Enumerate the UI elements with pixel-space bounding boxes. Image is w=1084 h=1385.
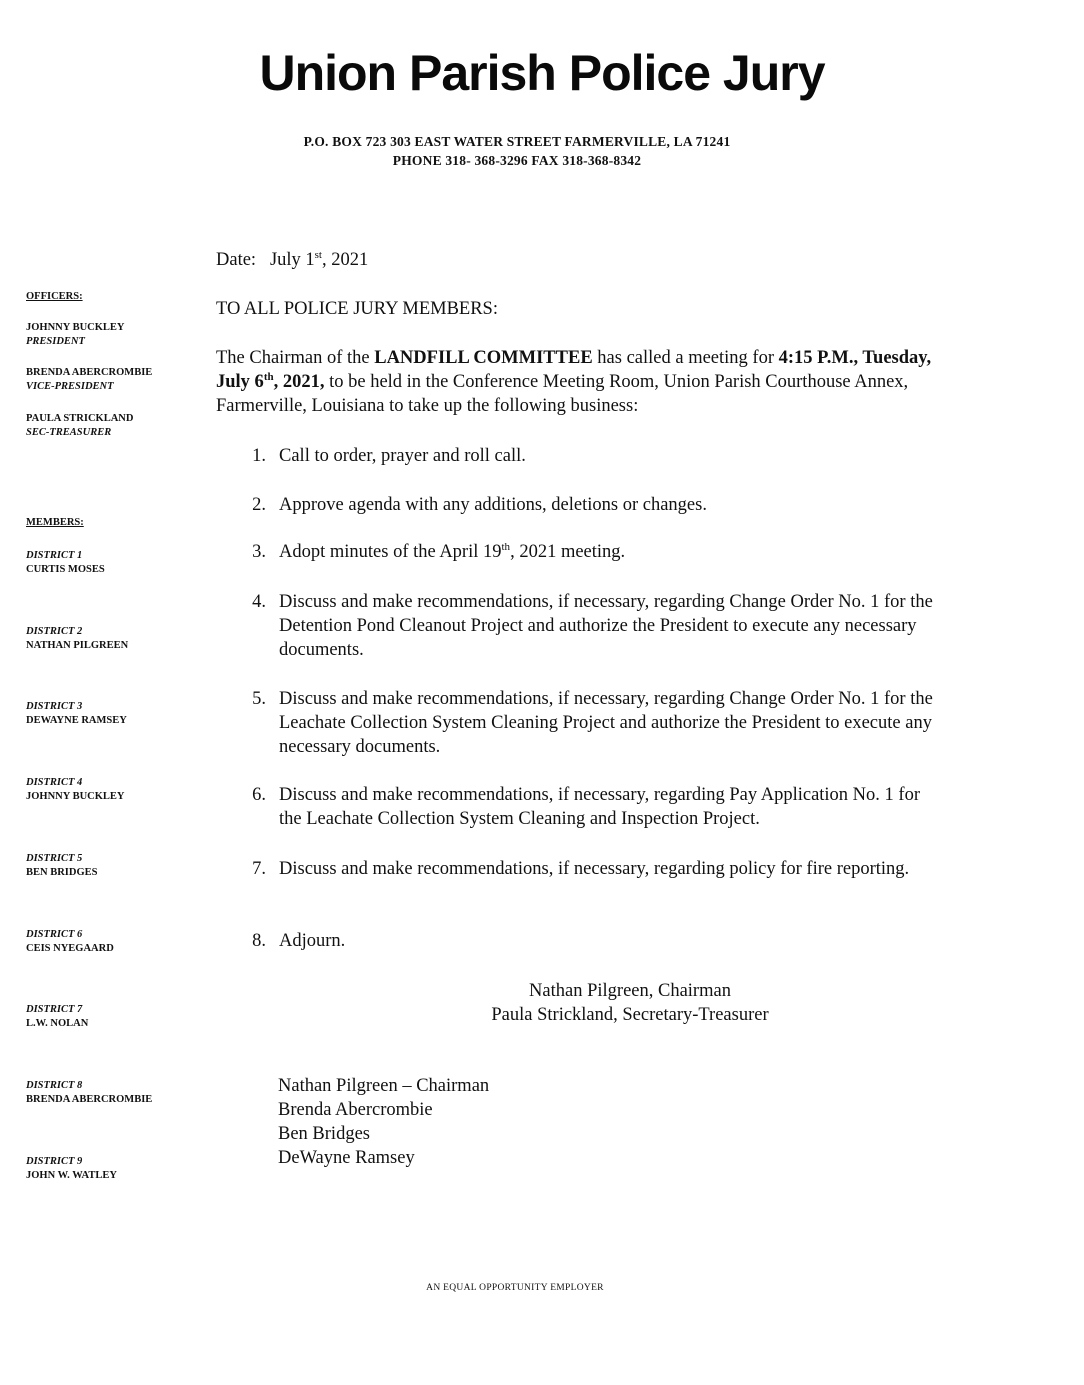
- member-name: NATHAN PILGREEN: [26, 640, 129, 651]
- officer-entry: [26, 321, 125, 349]
- members-heading: MEMBERS:: [26, 517, 84, 528]
- officer-title: VICE-PRESIDENT: [26, 381, 114, 392]
- date-suffix: st: [314, 248, 322, 261]
- member-name: BRENDA ABERCROMBIE: [26, 1094, 153, 1105]
- agenda-item-number: 8.: [252, 931, 266, 951]
- officer-title: PRESIDENT: [26, 336, 85, 347]
- committee-member: Nathan Pilgreen – Chairman: [278, 1076, 490, 1096]
- member-entry: [26, 928, 114, 956]
- meeting-time-text: 4:15 P.M., Tuesday, July 6: [216, 348, 932, 392]
- member-name: BEN BRIDGES: [26, 867, 98, 878]
- member-district: DISTRICT 5: [26, 853, 83, 864]
- member-district: DISTRICT 1: [26, 550, 83, 561]
- salutation: TO ALL POLICE JURY MEMBERS:: [216, 299, 498, 319]
- committee-member: Ben Bridges: [278, 1124, 370, 1144]
- member-name: L.W. NOLAN: [26, 1018, 89, 1029]
- agenda-item-suffix: th: [501, 540, 511, 553]
- phone-line: PHONE 318- 368-3296 FAX 318-368-8342: [392, 153, 642, 168]
- member-entry: [26, 1155, 117, 1183]
- agenda-item-number: 6.: [252, 785, 266, 805]
- footer-note: AN EQUAL OPPORTUNITY EMPLOYER: [426, 1283, 604, 1293]
- member-name: JOHNNY BUCKLEY: [26, 791, 125, 802]
- intro-text: to be held in the Conference Meeting Room, Union Parish Courthouse Annex, Farmerville, Louisiana to take up the following business:: [216, 372, 909, 416]
- meeting-time-suffix: th: [263, 370, 274, 383]
- signature-line: Paula Strickland, Secretary-Treasurer: [491, 1005, 769, 1025]
- officers-heading: OFFICERS:: [26, 291, 83, 302]
- agenda-item-text-part: Adopt minutes of the April 19: [279, 542, 502, 562]
- officer-title: SEC-TREASURER: [26, 427, 112, 438]
- agenda-item-number: 1.: [252, 446, 266, 466]
- committee-member: DeWayne Ramsey: [278, 1148, 415, 1168]
- member-entry: [26, 1079, 152, 1107]
- agenda-item-text: Call to order, prayer and roll call.: [279, 446, 526, 466]
- officer-entry: [26, 412, 133, 440]
- member-district: DISTRICT 3: [26, 701, 83, 712]
- meeting-notice-paragraph: [216, 346, 956, 418]
- member-name: CEIS NYEGAARD: [26, 943, 114, 954]
- intro-text: The Chairman of the: [216, 348, 375, 368]
- member-district: DISTRICT 4: [26, 777, 83, 788]
- committee-members-list: [278, 1074, 489, 1170]
- agenda-item-text: Adjourn.: [279, 931, 346, 951]
- date-label: Date:: [216, 250, 257, 270]
- agenda-item-text-part: , 2021 meeting.: [510, 542, 626, 562]
- letter-date: [216, 248, 368, 272]
- agenda-item-number: 4.: [252, 592, 266, 612]
- officer-entry: [26, 366, 152, 394]
- officer-name: BRENDA ABERCROMBIE: [26, 367, 153, 378]
- address-line: P.O. BOX 723 303 EAST WATER STREET FARMERVILLE, LA 71241: [303, 134, 731, 149]
- member-name: CURTIS MOSES: [26, 564, 105, 575]
- agenda-item-text: Discuss and make recommendations, if necessary, regarding Change Order No. 1 for the Leachate Collection System Cleaning Project and authorize the President to execute any necessary documents.: [279, 689, 933, 757]
- page-title: Union Parish Police Jury: [259, 45, 825, 101]
- date-value: July 1: [269, 250, 315, 270]
- committee-member: Brenda Abercrombie: [278, 1100, 433, 1120]
- agenda-item-number: 3.: [252, 542, 266, 562]
- officer-name: PAULA STRICKLAND: [26, 413, 134, 424]
- signature-line: Nathan Pilgreen, Chairman: [529, 981, 731, 1001]
- member-entry: [26, 776, 125, 804]
- agenda-item-number: 5.: [252, 689, 266, 709]
- agenda-item-text: Discuss and make recommendations, if necessary, regarding Change Order No. 1 for the Detention Pond Cleanout Project and authorize the President to execute any necessary documents.: [279, 592, 933, 660]
- member-entry: [26, 549, 105, 577]
- agenda-item-number: 2.: [252, 495, 266, 515]
- officer-name: JOHNNY BUCKLEY: [26, 322, 125, 333]
- member-entry: [26, 700, 127, 728]
- member-name: JOHN W. WATLEY: [26, 1170, 117, 1181]
- agenda-item-number: 7.: [252, 859, 266, 879]
- date-year: , 2021: [322, 250, 369, 270]
- meeting-year: , 2021,: [273, 372, 325, 392]
- agenda-item-text: Discuss and make recommendations, if necessary, regarding policy for fire reporting.: [279, 859, 910, 879]
- member-district: DISTRICT 8: [26, 1080, 83, 1091]
- agenda-item-text: Discuss and make recommendations, if necessary, regarding Pay Application No. 1 for the Leachate Collection System Cleaning and Inspection Project.: [279, 785, 920, 829]
- member-entry: [26, 625, 128, 653]
- member-name: DEWAYNE RAMSEY: [26, 715, 127, 726]
- agenda-item-text: [279, 540, 939, 564]
- member-entry: [26, 852, 97, 880]
- member-district: DISTRICT 9: [26, 1156, 83, 1167]
- intro-text: has called a meeting for: [592, 348, 779, 368]
- member-district: DISTRICT 6: [26, 929, 83, 940]
- member-district: DISTRICT 7: [26, 1004, 83, 1015]
- member-district: DISTRICT 2: [26, 626, 83, 637]
- member-entry: [26, 1003, 88, 1031]
- committee-name: LANDFILL COMMITTEE: [374, 348, 593, 368]
- agenda-item-text: Approve agenda with any additions, deletions or changes.: [279, 495, 707, 515]
